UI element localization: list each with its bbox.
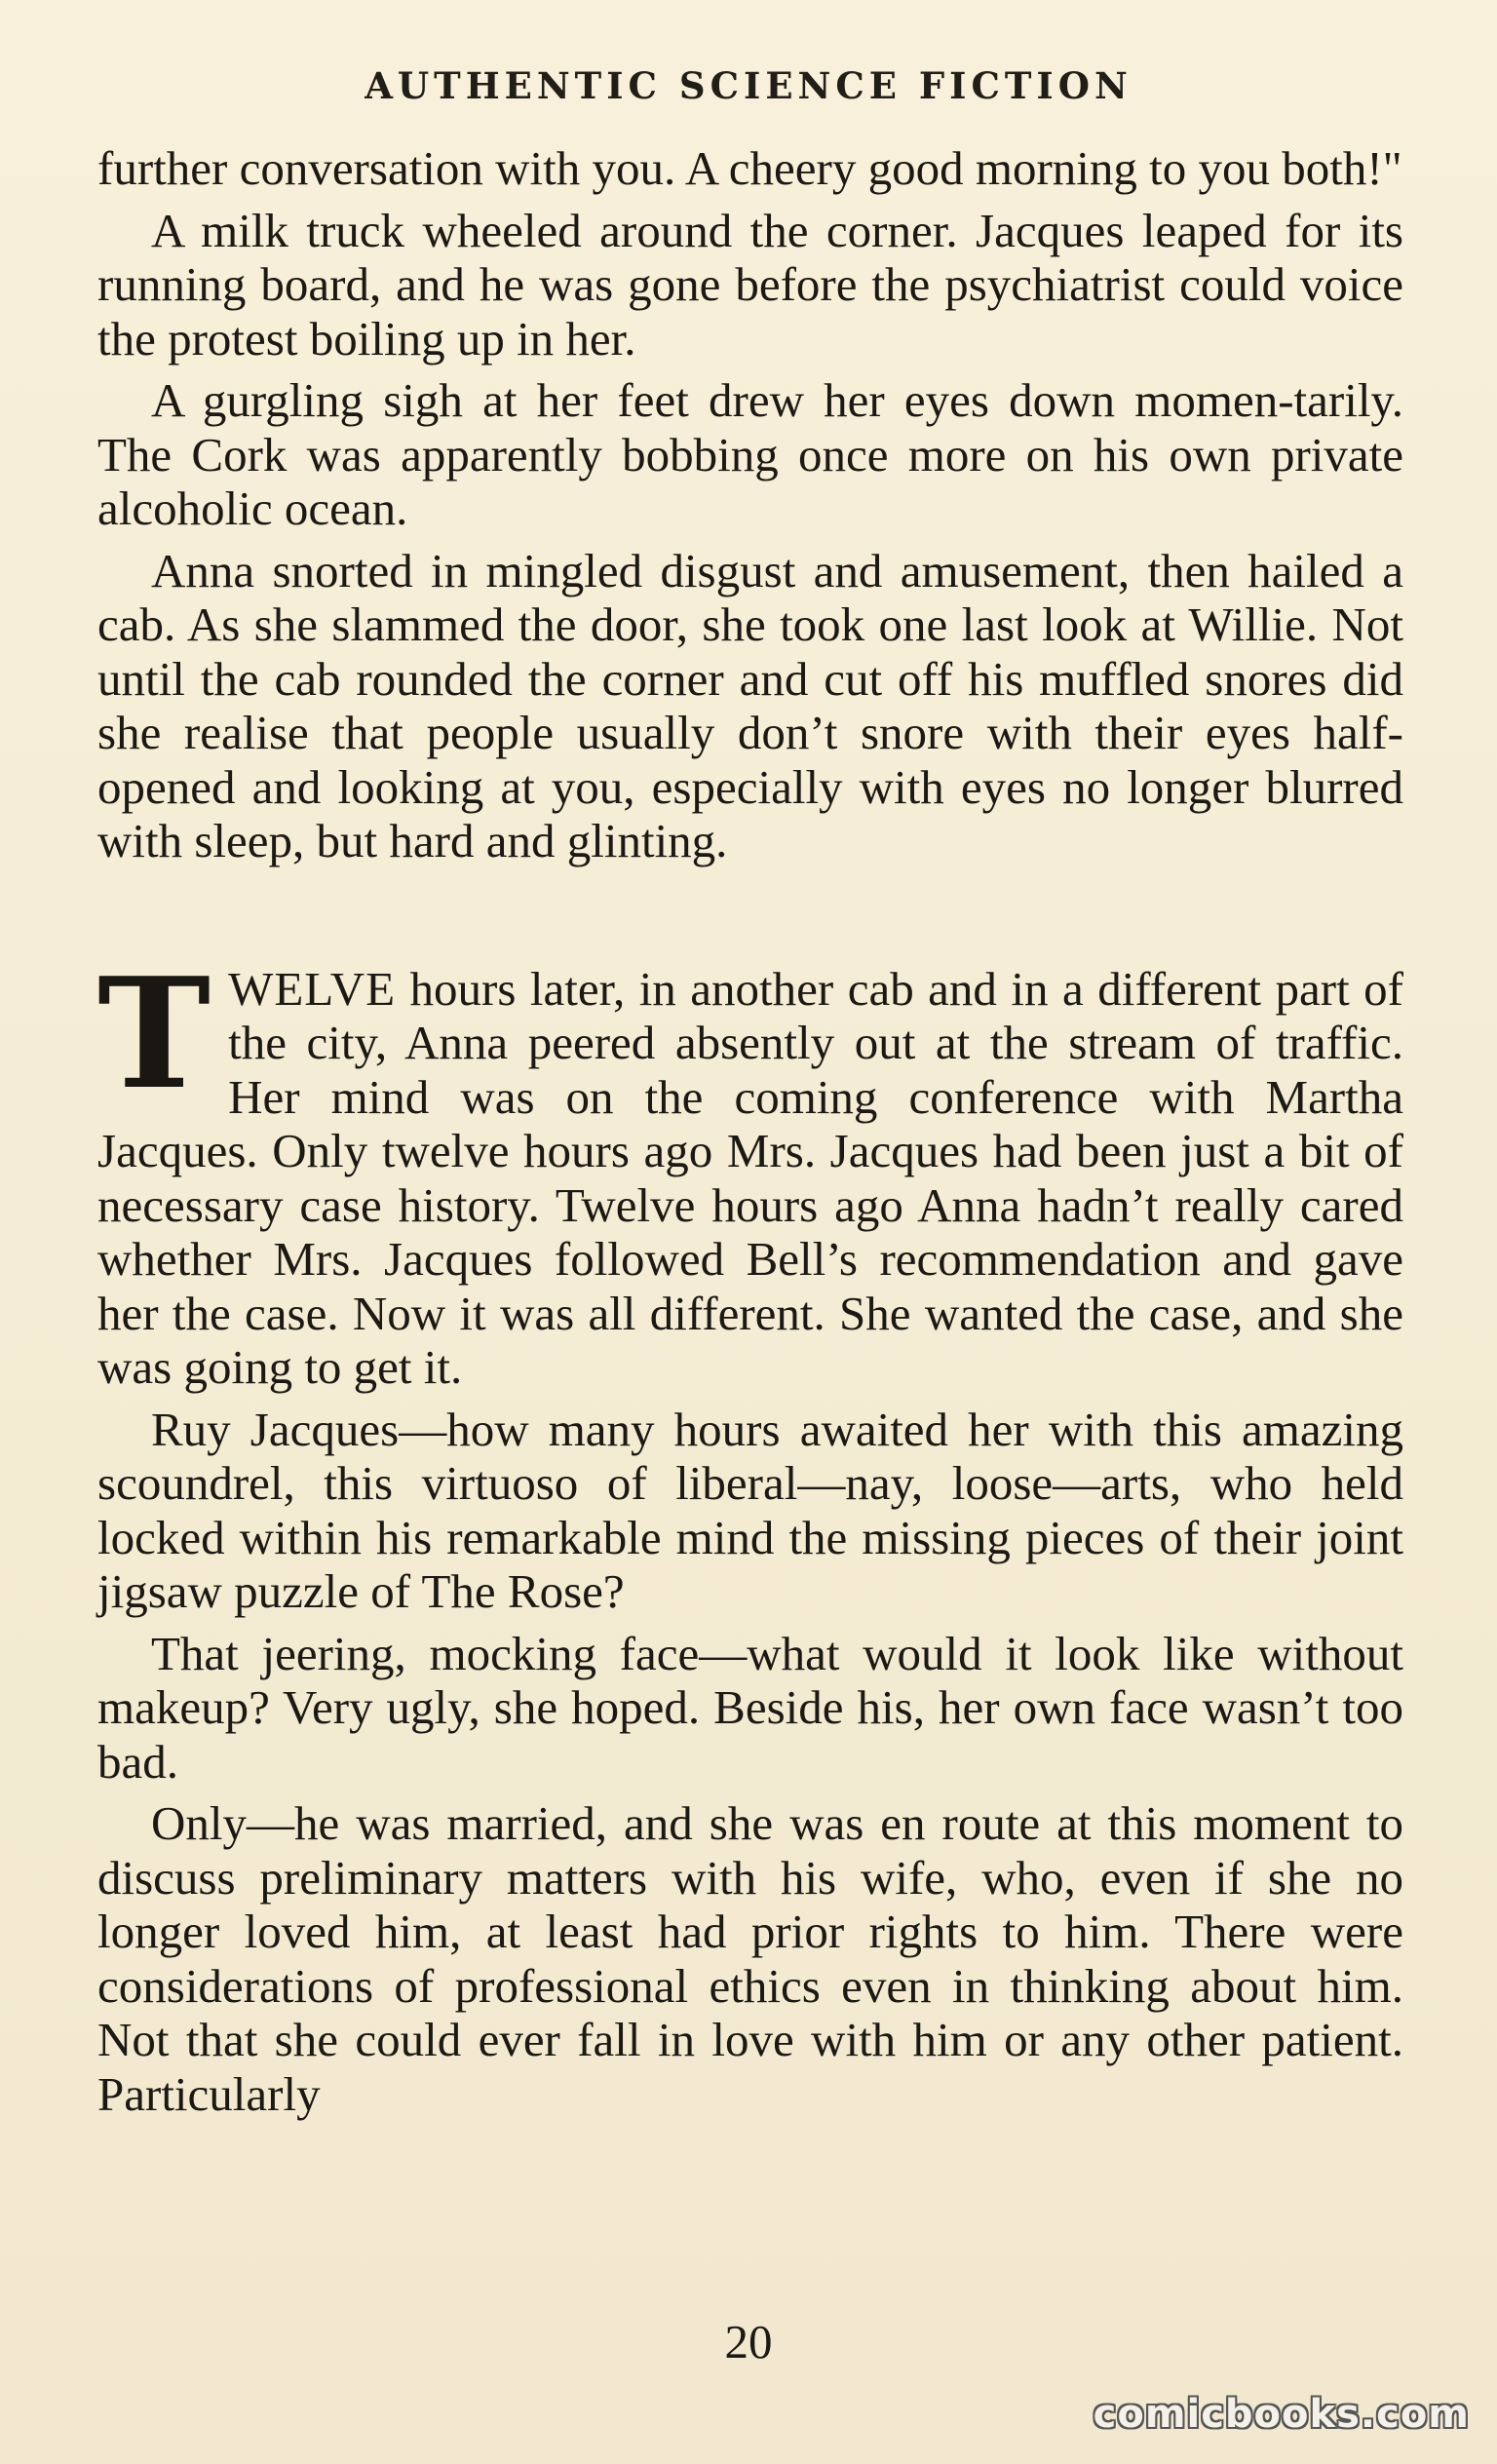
paragraph: further conversation with you. A cheery good morning to you both!" [97, 141, 1402, 195]
lead-smallcaps: WELVE [228, 961, 397, 1016]
running-head: AUTHENTIC SCIENCE FICTION [365, 64, 1132, 107]
paragraph: Anna snorted in mingled disgust and amusement, then hailed a cab. As she slammed the door, she took one last look at Willie. Not until the cab rounded the corner and cut off his muffled snores did she realise that people usually don’t snore with their eyes half-opened and looking at you, especially with eyes no longer blurred with sleep, but hard and glinting. [97, 543, 1403, 867]
drop-cap: T [97, 943, 211, 1123]
section-lead-paragraph [97, 943, 1403, 1395]
paragraph: Ruy Jacques—how many hours awaited her with this amazing scoundrel, this virtuoso of liberal—nay, loose—arts, who held locked within his remarkable mind the missing pieces of their joint jigsaw puzzle of The Rose? [97, 1402, 1403, 1618]
body-text [97, 141, 1403, 2129]
page-number: 20 [724, 2315, 773, 2368]
paragraph: A gurgling sigh at her feet drew her eyes down momen-tarily. The Cork was apparently bobbing once more on his own private alcoholic ocean. [97, 373, 1403, 535]
paragraph: A milk truck wheeled around the corner. Jacques leaped for its running board, and he was gone before the psychiatrist could voice the protest boiling up in her. [97, 203, 1403, 366]
lead-text: hours later, in another cab and in a different part of the city, Anna peered absently out at the stream of traffic. Her mind was on the coming conference with Martha Jacques. Only twelve hours ago Mrs. Jacques had been just a bit of necessary case history. Twelve hours ago Anna hadn’t really cared whether Mrs. Jacques followed Bell’s recommendation and gave her the case. Now it was all different. She wanted the case, and she was going to get it. [97, 961, 1403, 1394]
section-start [97, 943, 1403, 1395]
paragraph: That jeering, mocking face—what would it look like without makeup? Very ugly, she hoped. Beside his, her own face wasn’t too bad. [97, 1626, 1403, 1789]
paragraph: Only—he was married, and she was en route at this moment to discuss preliminary matters with his wife, who, even if she no longer loved him, at least had prior rights to him. There were considerations of professional ethics even in thinking about him. Not that she could ever fall in love with him or any other patient. Particularly [97, 1796, 1403, 2121]
watermark: comicbooks.com [1093, 2392, 1470, 2437]
